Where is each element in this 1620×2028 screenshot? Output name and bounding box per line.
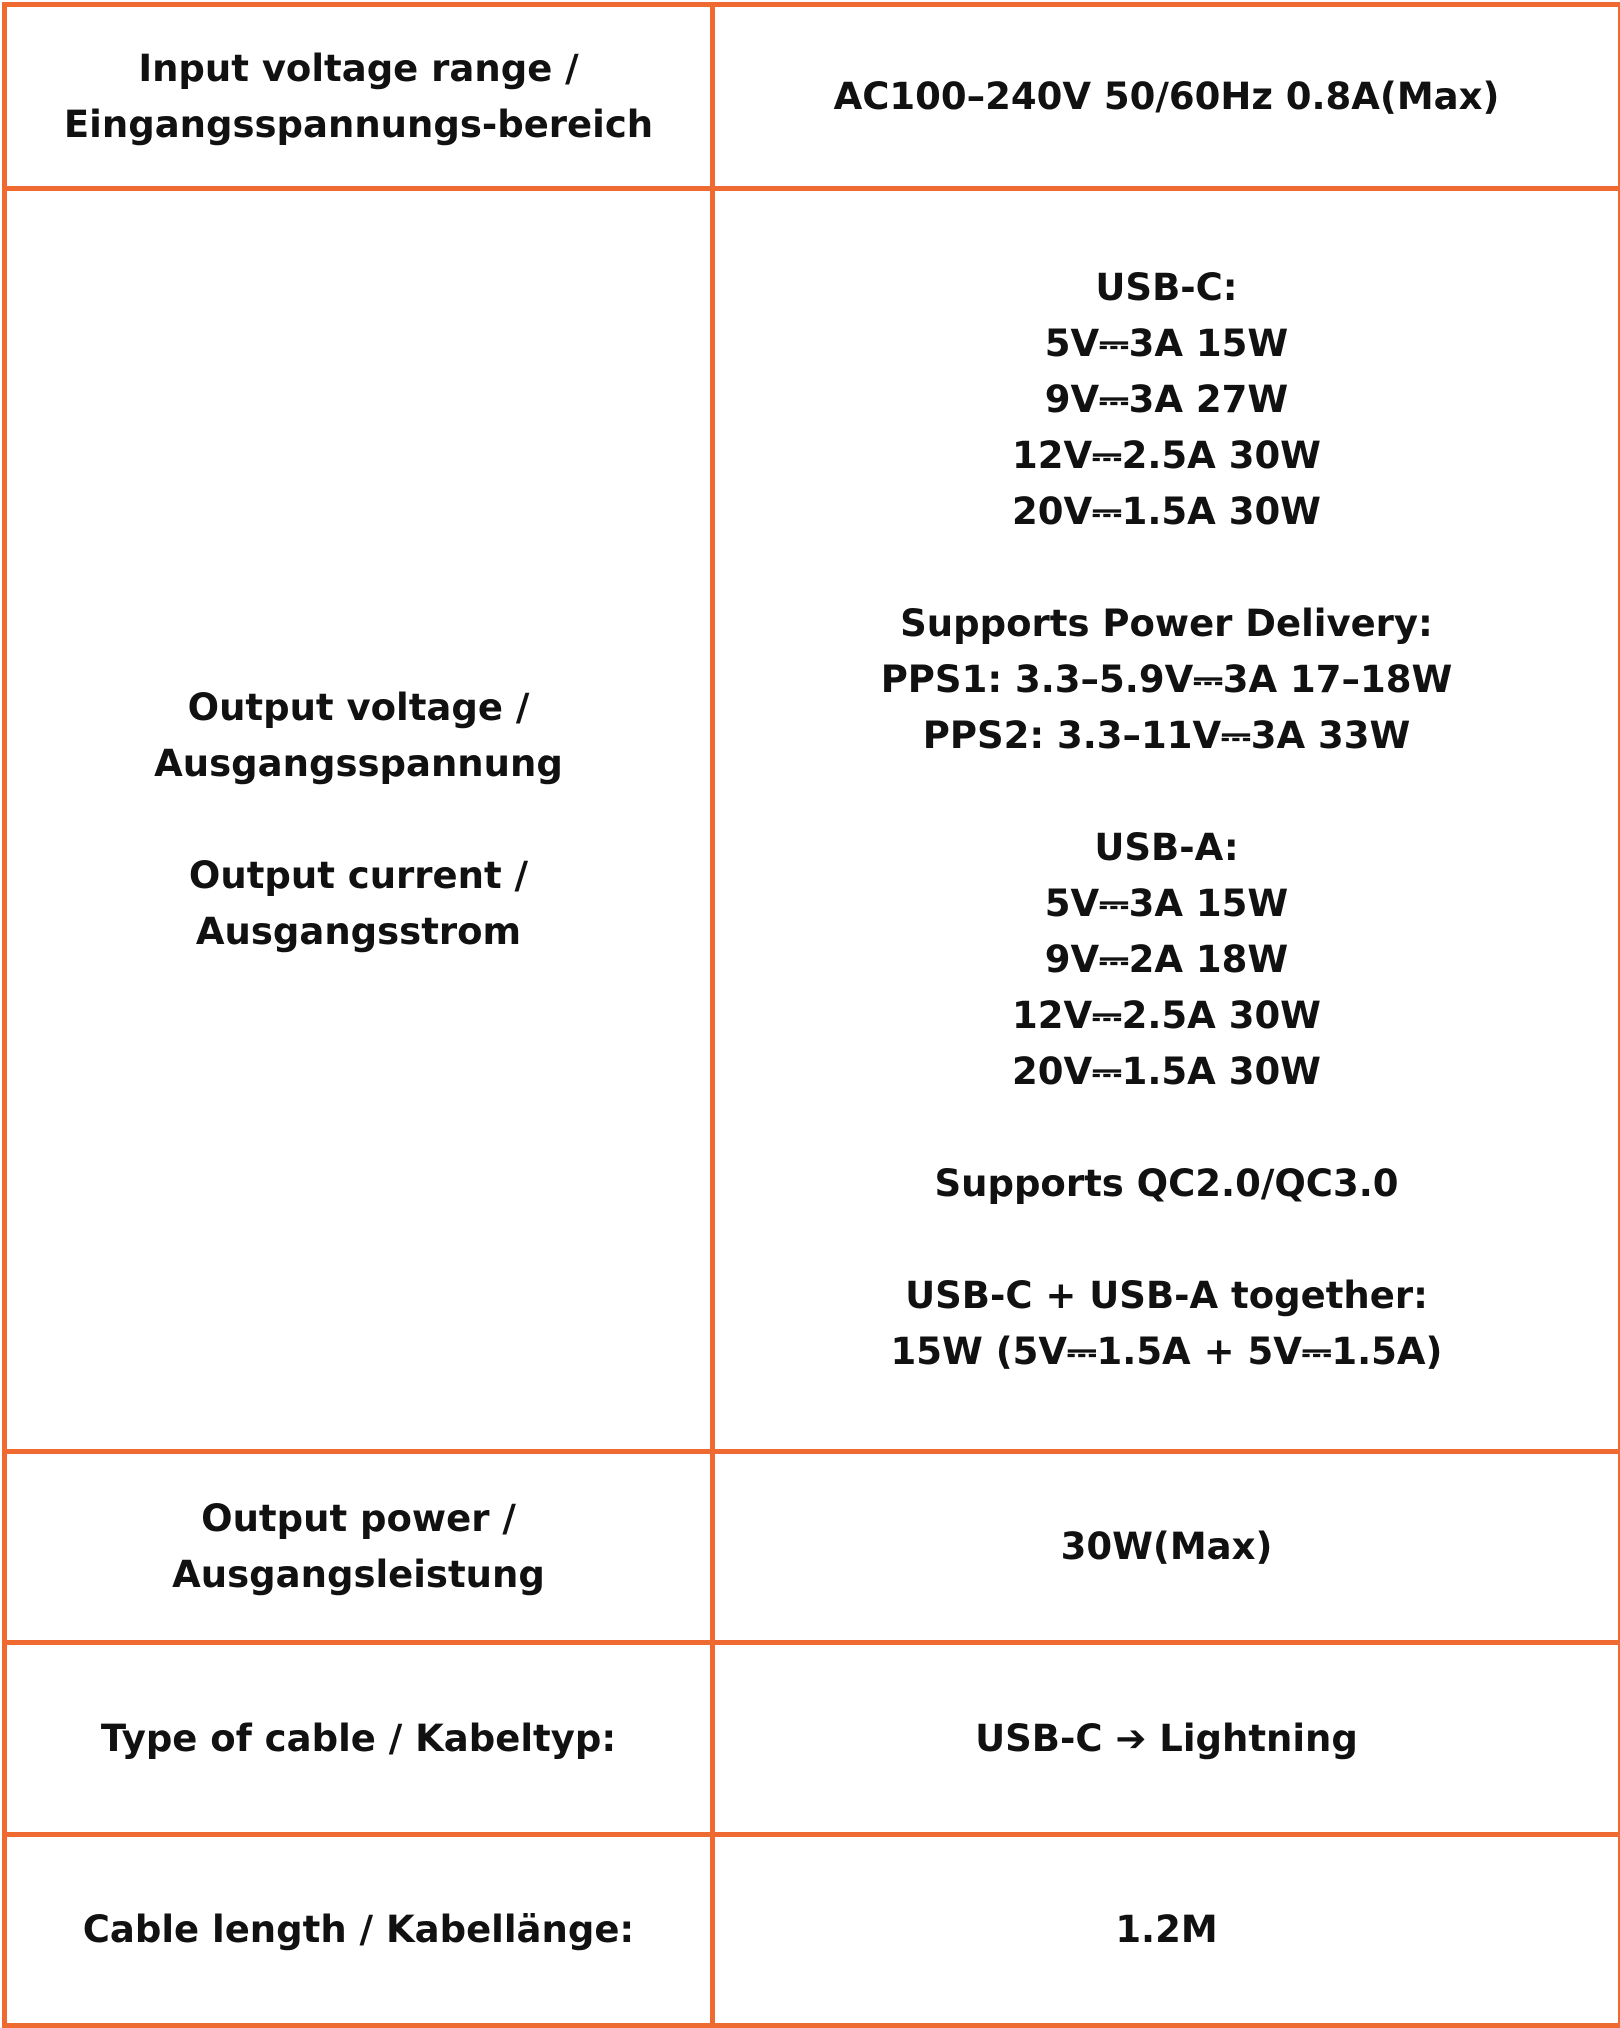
input-voltage-value: AC100–240V 50/60Hz 0.8A(Max) xyxy=(735,69,1598,125)
row-input-voltage xyxy=(5,5,1620,189)
output-power-value: 30W(Max) xyxy=(735,1519,1598,1575)
input-voltage-label-en: Input voltage range / xyxy=(27,41,690,97)
spec-table xyxy=(2,2,1620,2028)
usb-c-line: 9V⎓3A 27W xyxy=(735,372,1598,428)
spacer xyxy=(735,540,1598,596)
usb-c-line: 5V⎓3A 15W xyxy=(735,316,1598,372)
spacer xyxy=(735,1100,1598,1156)
output-label-cell xyxy=(5,189,713,1452)
output-current-label-de: Ausgangsstrom xyxy=(27,904,690,960)
row-output-power xyxy=(5,1452,1620,1643)
row-cable-length xyxy=(5,1835,1620,2026)
cable-length-value: 1.2M xyxy=(735,1902,1598,1958)
row-output xyxy=(5,189,1620,1452)
output-value-cell xyxy=(713,189,1620,1452)
cable-type-label: Type of cable / Kabeltyp: xyxy=(27,1711,690,1767)
usb-a-line: 12V⎓2.5A 30W xyxy=(735,988,1598,1044)
input-voltage-label-cell xyxy=(5,5,713,189)
qc-support: Supports QC2.0/QC3.0 xyxy=(735,1156,1598,1212)
usb-a-line: 5V⎓3A 15W xyxy=(735,876,1598,932)
cable-length-label-cell xyxy=(5,1835,713,2026)
cable-type-label-cell xyxy=(5,1643,713,1835)
usb-c-line: 20V⎓1.5A 30W xyxy=(735,484,1598,540)
output-voltage-label-de: Ausgangsspannung xyxy=(27,736,690,792)
cable-type-value: USB-C ➔ Lightning xyxy=(735,1711,1598,1767)
output-power-label-cell xyxy=(5,1452,713,1643)
output-power-label-en: Output power / xyxy=(27,1491,690,1547)
usb-a-heading: USB-A: xyxy=(735,820,1598,876)
pps-line: PPS1: 3.3–5.9V⎓3A 17–18W xyxy=(735,652,1598,708)
pps-line: PPS2: 3.3–11V⎓3A 33W xyxy=(735,708,1598,764)
spacer xyxy=(735,1212,1598,1268)
usb-a-line: 9V⎓2A 18W xyxy=(735,932,1598,988)
spacer xyxy=(735,764,1598,820)
spacer xyxy=(27,792,690,848)
combined-heading: USB-C + USB-A together: xyxy=(735,1268,1598,1324)
output-current-label-en: Output current / xyxy=(27,848,690,904)
combined-value: 15W (5V⎓1.5A + 5V⎓1.5A) xyxy=(735,1324,1598,1380)
output-power-value-cell xyxy=(713,1452,1620,1643)
usb-c-heading: USB-C: xyxy=(735,260,1598,316)
cable-length-value-cell xyxy=(713,1835,1620,2026)
input-voltage-value-cell xyxy=(713,5,1620,189)
input-voltage-label-de: Eingangsspannungs-bereich xyxy=(27,97,690,153)
cable-length-label: Cable length / Kabellänge: xyxy=(27,1902,690,1958)
cable-type-value-cell xyxy=(713,1643,1620,1835)
output-voltage-label-en: Output voltage / xyxy=(27,680,690,736)
usb-a-line: 20V⎓1.5A 30W xyxy=(735,1044,1598,1100)
output-power-label-de: Ausgangsleistung xyxy=(27,1547,690,1603)
row-cable-type xyxy=(5,1643,1620,1835)
power-delivery-heading: Supports Power Delivery: xyxy=(735,596,1598,652)
usb-c-line: 12V⎓2.5A 30W xyxy=(735,428,1598,484)
